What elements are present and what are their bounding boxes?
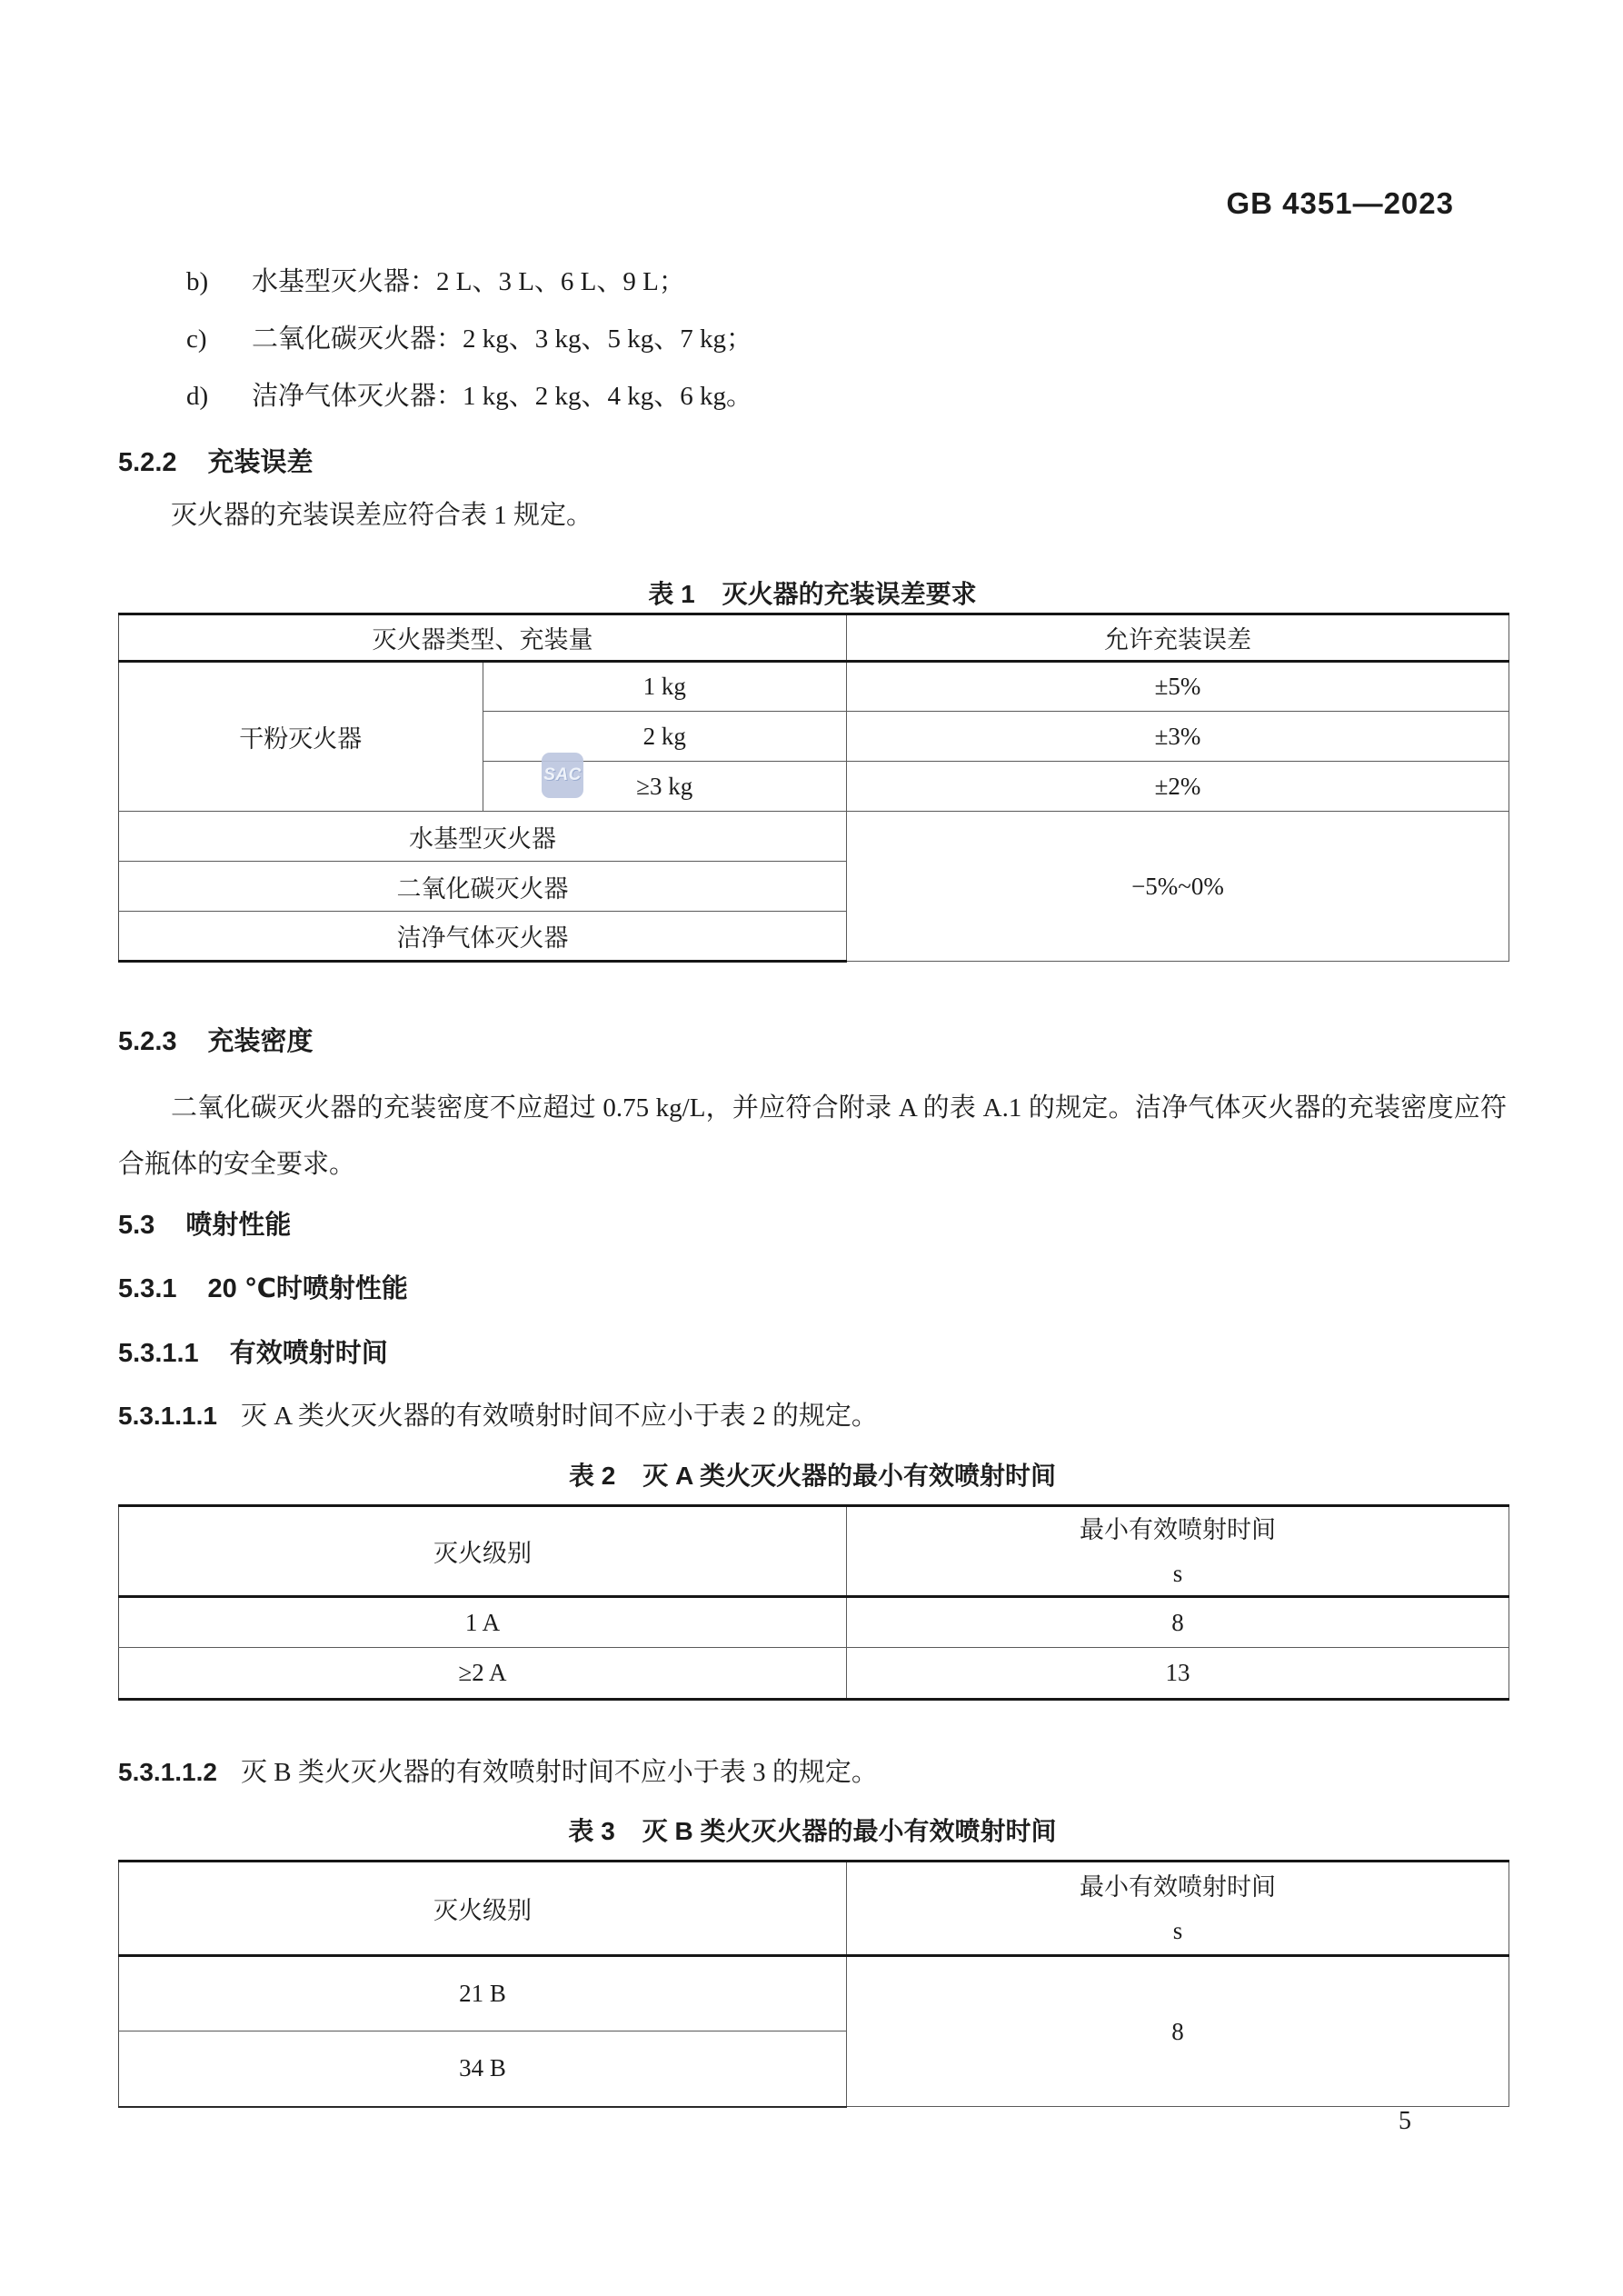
table1-title — [118, 574, 1507, 611]
paragraph: 二氧化碳灭火器的充装密度不应超过 0.75 kg/L，并应符合附录 A 的表 A.1 的规定。洁净气体灭火器的充装密度应符合瓶体的安全要求。 — [118, 1093, 1507, 1179]
section-title: 有效喷射时间 — [229, 1339, 388, 1368]
table1 — [118, 613, 1509, 963]
table2-time: 8 — [847, 1597, 1509, 1648]
table3-col2-header — [847, 1862, 1509, 1956]
list-marker: c) — [186, 324, 207, 354]
table1-weight: ≥3 kg — [483, 762, 847, 812]
table-title-text: 灭火器的充装误差要求 — [722, 580, 977, 608]
table1-weight: 2 kg — [483, 712, 847, 762]
table-row — [119, 1597, 1509, 1648]
sac-watermark: SAC — [542, 753, 583, 798]
table3-merged-time: 8 — [847, 1956, 1509, 2107]
table-row — [119, 1506, 1509, 1597]
page-number: 5 — [1399, 2107, 1411, 2135]
section-title: 充装误差 — [207, 448, 314, 477]
section-heading-5-3 — [118, 1208, 291, 1243]
table3 — [118, 1860, 1509, 2108]
table2-level: ≥2 A — [119, 1648, 847, 1700]
table1-type: 洁净气体灭火器 — [119, 912, 847, 962]
list-marker: b) — [186, 267, 209, 296]
paragraph: 灭火器的充装误差应符合表 1 规定。 — [171, 501, 593, 530]
section-title: 喷射性能 — [185, 1211, 292, 1240]
table1-type: 水基型灭火器 — [119, 812, 847, 862]
table-label: 表 2 — [568, 1462, 616, 1490]
list-item — [186, 265, 685, 298]
section-number: 5.3.1.1 — [118, 1339, 199, 1368]
table-row — [119, 1862, 1509, 1956]
section-number: 5.3.1 — [118, 1274, 177, 1303]
table3-title — [118, 1812, 1507, 1848]
list-item — [186, 380, 752, 413]
table-title-text: 灭 A 类火灭火器的最小有效喷射时间 — [642, 1462, 1057, 1490]
section-heading-5-2-2 — [118, 445, 314, 480]
header-unit: s — [1172, 1559, 1183, 1587]
section-number: 5.3.1.1.1 — [118, 1402, 217, 1430]
table2-col2-header — [847, 1506, 1509, 1597]
table-title-text: 灭 B 类火灭火器的最小有效喷射时间 — [642, 1817, 1057, 1845]
header-line1: 最小有效喷射时间 — [1080, 1515, 1276, 1543]
table1-header-left: 灭火器类型、充装量 — [119, 614, 847, 662]
table2-time: 13 — [847, 1648, 1509, 1700]
section-paragraph-5-3-1-1-1 — [118, 1398, 1507, 1434]
table1-weight: 1 kg — [483, 662, 847, 712]
section-number: 5.3.1.1.2 — [118, 1758, 217, 1786]
section-number: 5.2.2 — [118, 448, 177, 477]
list-text: 二氧化碳灭火器：2 kg、3 kg、5 kg、7 kg； — [252, 324, 753, 354]
table2-title — [118, 1456, 1507, 1492]
section-number: 5.2.3 — [118, 1027, 177, 1056]
table-row — [119, 662, 1509, 712]
list-text: 水基型灭火器：2 L、3 L、6 L、9 L； — [252, 267, 685, 296]
section-title: 充装密度 — [207, 1027, 314, 1056]
section-heading-5-2-3 — [118, 1024, 314, 1059]
list-item — [186, 323, 752, 355]
paragraph-text: 灭 B 类火灭火器的有效喷射时间不应小于表 3 的规定。 — [240, 1758, 878, 1787]
header-unit: s — [1172, 1916, 1183, 1944]
list-text: 洁净气体灭火器：1 kg、2 kg、4 kg、6 kg。 — [252, 382, 753, 411]
table-row — [119, 614, 1509, 662]
table2-level: 1 A — [119, 1597, 847, 1648]
section-paragraph-5-3-1-1-2 — [118, 1754, 1507, 1791]
table2 — [118, 1504, 1509, 1701]
table-label: 表 1 — [648, 580, 695, 608]
section-heading-5-3-1 — [118, 1272, 408, 1306]
doc-code: GB 4351—2023 — [1226, 186, 1454, 220]
table2-col1-header: 灭火级别 — [119, 1506, 847, 1597]
section-title: 20 ℃时喷射性能 — [207, 1274, 408, 1303]
section-number: 5.3 — [118, 1211, 155, 1240]
table-row — [119, 1648, 1509, 1700]
section-heading-5-3-1-1 — [118, 1336, 388, 1371]
table1-merged-error: −5%~0% — [847, 812, 1509, 962]
header-line1: 最小有效喷射时间 — [1080, 1872, 1276, 1901]
table3-col1-header: 灭火级别 — [119, 1862, 847, 1956]
table-row — [119, 812, 1509, 862]
table1-type: 二氧化碳灭火器 — [119, 862, 847, 912]
table1-group-label: 干粉灭火器 — [119, 662, 483, 812]
paragraph-text: 灭 A 类火灭火器的有效喷射时间不应小于表 2 的规定。 — [240, 1402, 878, 1431]
table1-error: ±2% — [847, 762, 1509, 812]
list-marker: d) — [186, 382, 209, 411]
table-label: 表 3 — [568, 1817, 615, 1845]
table1-error: ±3% — [847, 712, 1509, 762]
table-row — [119, 1956, 1509, 2031]
table3-level: 34 B — [119, 2031, 847, 2107]
table1-header-right: 允许充装误差 — [847, 614, 1509, 662]
table1-error: ±5% — [847, 662, 1509, 712]
table3-level: 21 B — [119, 1956, 847, 2031]
